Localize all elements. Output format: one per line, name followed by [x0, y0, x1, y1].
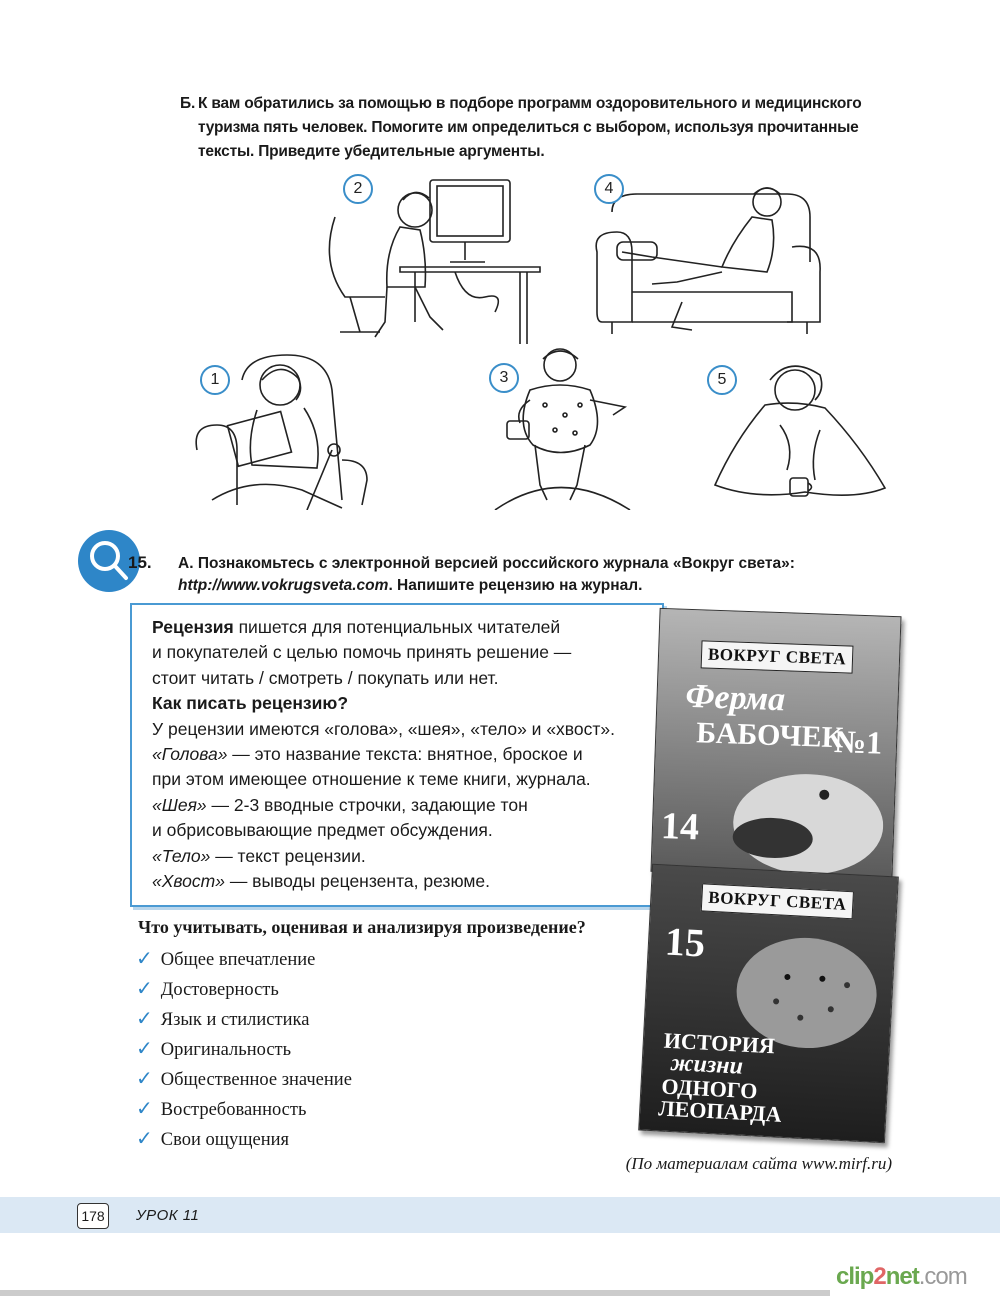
checkmark-icon: ✓	[136, 1006, 153, 1030]
criteria-item-label: Востребованность	[160, 1100, 307, 1120]
review-line: при этом имеющее отношение к теме книги, журнала.	[152, 769, 591, 790]
task-b	[180, 92, 895, 164]
review-line: У рецензии имеются «голова», «шея», «тело» и «хвост».	[152, 718, 615, 739]
list-item	[136, 1066, 352, 1091]
number-1: 1	[200, 365, 230, 395]
review-body-term: «Тело»	[152, 845, 211, 866]
checkmark-icon: ✓	[136, 1066, 153, 1090]
number-3: 3	[489, 363, 519, 393]
task-15-label: А.	[178, 555, 194, 572]
magazine-issue: №1	[833, 723, 883, 761]
review-tail-term: «Хвост»	[152, 871, 225, 892]
lesson-label: УРОК 11	[136, 1207, 200, 1224]
checkmark-icon: ✓	[136, 1096, 153, 1120]
watermark-logo	[836, 1263, 967, 1291]
review-info-box	[130, 603, 664, 907]
magazine-cover-bottom	[638, 864, 899, 1144]
review-line: — это название текста: внятное, броское и	[227, 744, 583, 765]
checkmark-icon: ✓	[136, 1126, 153, 1150]
number-2: 2	[343, 174, 373, 204]
review-line: пишется для потенциальных читателей	[233, 617, 561, 637]
task-15	[178, 553, 893, 597]
list-item	[136, 1036, 291, 1061]
criteria-item-label: Свои ощущения	[160, 1130, 290, 1150]
review-line: — 2-3 вводные строчки, задающие тон	[206, 794, 528, 815]
illustration-2	[315, 172, 545, 347]
magazine-side-number: 14	[660, 805, 700, 849]
dog-image-icon	[712, 751, 886, 877]
checkmark-icon: ✓	[136, 1036, 153, 1060]
review-head-term: «Голова»	[152, 744, 228, 765]
criteria-item-label: Общественное значение	[160, 1070, 352, 1090]
list-item	[136, 1006, 309, 1031]
watermark-part: clip	[836, 1263, 874, 1290]
number-5: 5	[707, 365, 737, 395]
magazine-title-3: ОДНОГО	[660, 1073, 759, 1104]
number-4: 4	[594, 174, 624, 204]
task-b-text: К вам обратились за помощью в подборе программ оздоровительного и медицинского туризма пять человек. Помогите им определиться с выбором, используя прочитанные тексты. Приведите убедительные аргументы.	[198, 95, 862, 160]
task-b-label: Б.	[180, 95, 196, 112]
review-line: стоит читать / смотреть / покупать или нет.	[152, 667, 499, 688]
watermark-part: 2	[873, 1263, 886, 1290]
list-item	[136, 976, 279, 1001]
magazine-cover-top	[650, 608, 901, 880]
list-item	[136, 1096, 306, 1121]
list-item	[136, 1126, 289, 1151]
bottom-strip	[0, 1290, 830, 1296]
page-number: 178	[77, 1203, 109, 1229]
task-15-text-2: . Напишите рецензию на журнал.	[388, 577, 643, 594]
illustration-1	[192, 350, 372, 510]
criteria-item-label: Достоверность	[160, 980, 279, 1000]
task-15-text: Познакомьтесь с электронной версией российского журнала «Вокруг света»:	[197, 555, 795, 572]
magazine-title-2: жизни	[670, 1049, 744, 1080]
illustration-4	[592, 172, 822, 340]
watermark-part: .com	[918, 1263, 967, 1290]
list-item	[136, 946, 315, 971]
magazine-logo: ВОКРУГ СВЕТА	[701, 883, 854, 919]
magazine-logo: ВОКРУГ СВЕТА	[701, 640, 854, 673]
review-neck-term: «Шея»	[152, 794, 207, 815]
review-line: — выводы рецензента, резюме.	[224, 871, 490, 892]
illustration-5	[695, 350, 890, 512]
review-line: и покупателей с целью помочь принять решение —	[152, 642, 572, 663]
review-subheading: Как писать рецензию?	[152, 693, 349, 714]
review-term: Рецензия	[152, 617, 234, 637]
review-line: и обрисовывающие предмет обсуждения.	[152, 820, 493, 841]
checkmark-icon: ✓	[136, 976, 153, 1000]
magazine-title-1: ИСТОРИЯ	[663, 1027, 776, 1059]
source-note: (По материалам сайта www.mirf.ru)	[625, 1154, 892, 1173]
illustration-3	[485, 345, 640, 510]
magazine-side-number: 15	[663, 918, 707, 966]
task-15-number: 15.	[128, 553, 152, 572]
watermark-part: net	[885, 1263, 919, 1290]
magazine-title-2: БАБОЧЕК	[695, 716, 844, 755]
criteria-item-label: Язык и стилистика	[160, 1010, 310, 1030]
checkmark-icon: ✓	[136, 946, 153, 970]
criteria-item-label: Оригинальность	[160, 1040, 292, 1060]
criteria-heading: Что учитывать, оценивая и анализируя произведение?	[138, 917, 586, 937]
magazine-title-1: Ферма	[684, 677, 786, 719]
criteria-item-label: Общее впечатление	[160, 950, 316, 970]
review-line: — текст рецензии.	[210, 845, 366, 866]
magazine-link[interactable]: http://www.vokrugsveta.com	[178, 577, 389, 594]
magazine-title-4: ЛЕОПАРДА	[657, 1095, 783, 1127]
